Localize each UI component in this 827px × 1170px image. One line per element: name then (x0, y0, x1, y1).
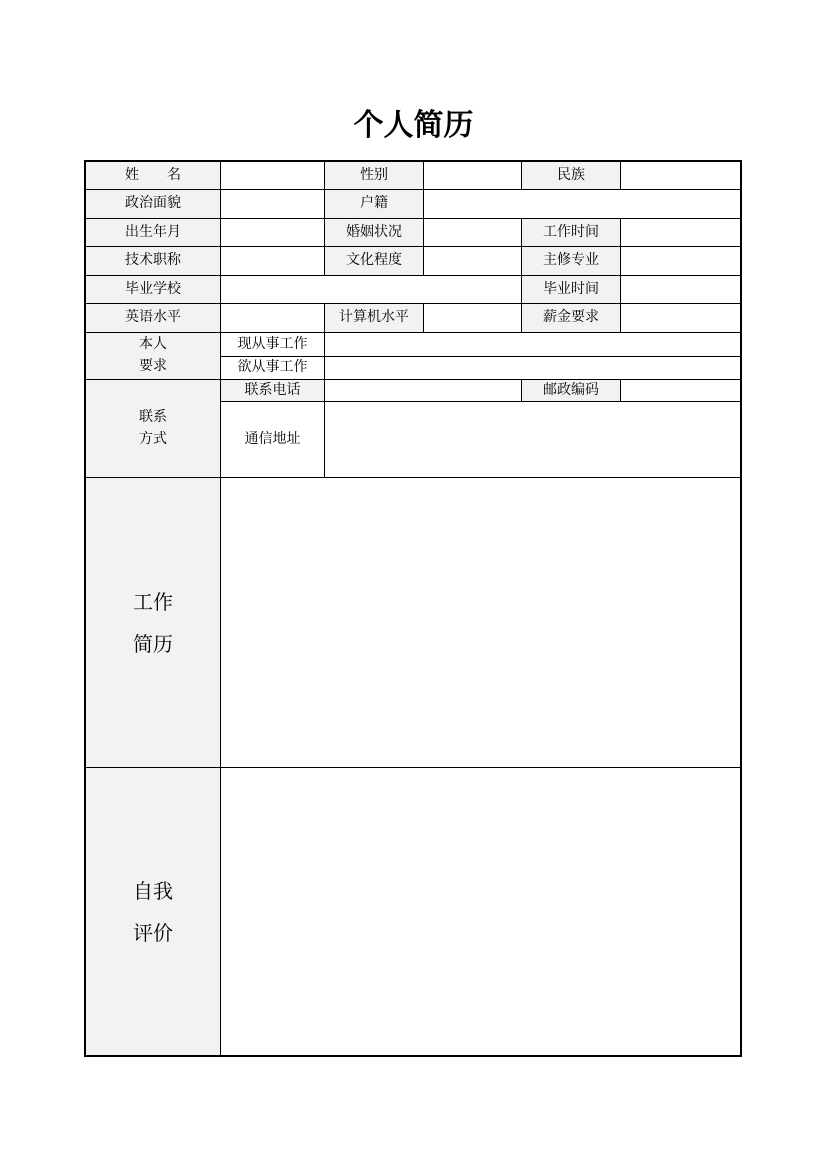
political-field[interactable] (221, 190, 325, 219)
name-label: 姓 名 (86, 162, 221, 190)
current-job-label: 现从事工作 (221, 333, 325, 357)
current-job-field[interactable] (325, 333, 742, 357)
self-evaluation-field[interactable] (221, 768, 742, 1055)
postcode-field[interactable] (621, 380, 742, 402)
marital-field[interactable] (424, 219, 522, 247)
contact-label: 联系 方式 (86, 380, 221, 478)
salary-label: 薪金要求 (522, 304, 621, 333)
worktime-field[interactable] (621, 219, 742, 247)
worktime-label: 工作时间 (522, 219, 621, 247)
gender-label: 性别 (325, 162, 424, 190)
school-field[interactable] (221, 276, 522, 304)
resume-form (84, 160, 742, 1057)
household-label: 户籍 (325, 190, 424, 219)
computer-field[interactable] (424, 304, 522, 333)
address-label: 通信地址 (221, 402, 325, 478)
phone-field[interactable] (325, 380, 522, 402)
education-label: 文化程度 (325, 247, 424, 276)
salary-field[interactable] (621, 304, 742, 333)
desired-job-label: 欲从事工作 (221, 357, 325, 380)
education-field[interactable] (424, 247, 522, 276)
school-label: 毕业学校 (86, 276, 221, 304)
work-history-label: 工作 简历 (86, 478, 221, 768)
gradtime-label: 毕业时间 (522, 276, 621, 304)
major-label: 主修专业 (522, 247, 621, 276)
english-field[interactable] (221, 304, 325, 333)
requirements-label: 本人 要求 (86, 333, 221, 380)
gender-field[interactable] (424, 162, 522, 190)
title-label: 技术职称 (86, 247, 221, 276)
self-evaluation-label: 自我 评价 (86, 768, 221, 1055)
marital-label: 婚姻状况 (325, 219, 424, 247)
political-label: 政治面貌 (86, 190, 221, 219)
desired-job-field[interactable] (325, 357, 742, 380)
birth-field[interactable] (221, 219, 325, 247)
page-title: 个人简历 (353, 108, 474, 143)
computer-label: 计算机水平 (325, 304, 424, 333)
english-label: 英语水平 (86, 304, 221, 333)
name-field[interactable] (221, 162, 325, 190)
major-field[interactable] (621, 247, 742, 276)
phone-label: 联系电话 (221, 380, 325, 402)
address-field[interactable] (325, 402, 742, 478)
birth-label: 出生年月 (86, 219, 221, 247)
work-history-field[interactable] (221, 478, 742, 768)
title-field[interactable] (221, 247, 325, 276)
gradtime-field[interactable] (621, 276, 742, 304)
ethnicity-field[interactable] (621, 162, 742, 190)
household-field[interactable] (424, 190, 742, 219)
ethnicity-label: 民族 (522, 162, 621, 190)
postcode-label: 邮政编码 (522, 380, 621, 402)
